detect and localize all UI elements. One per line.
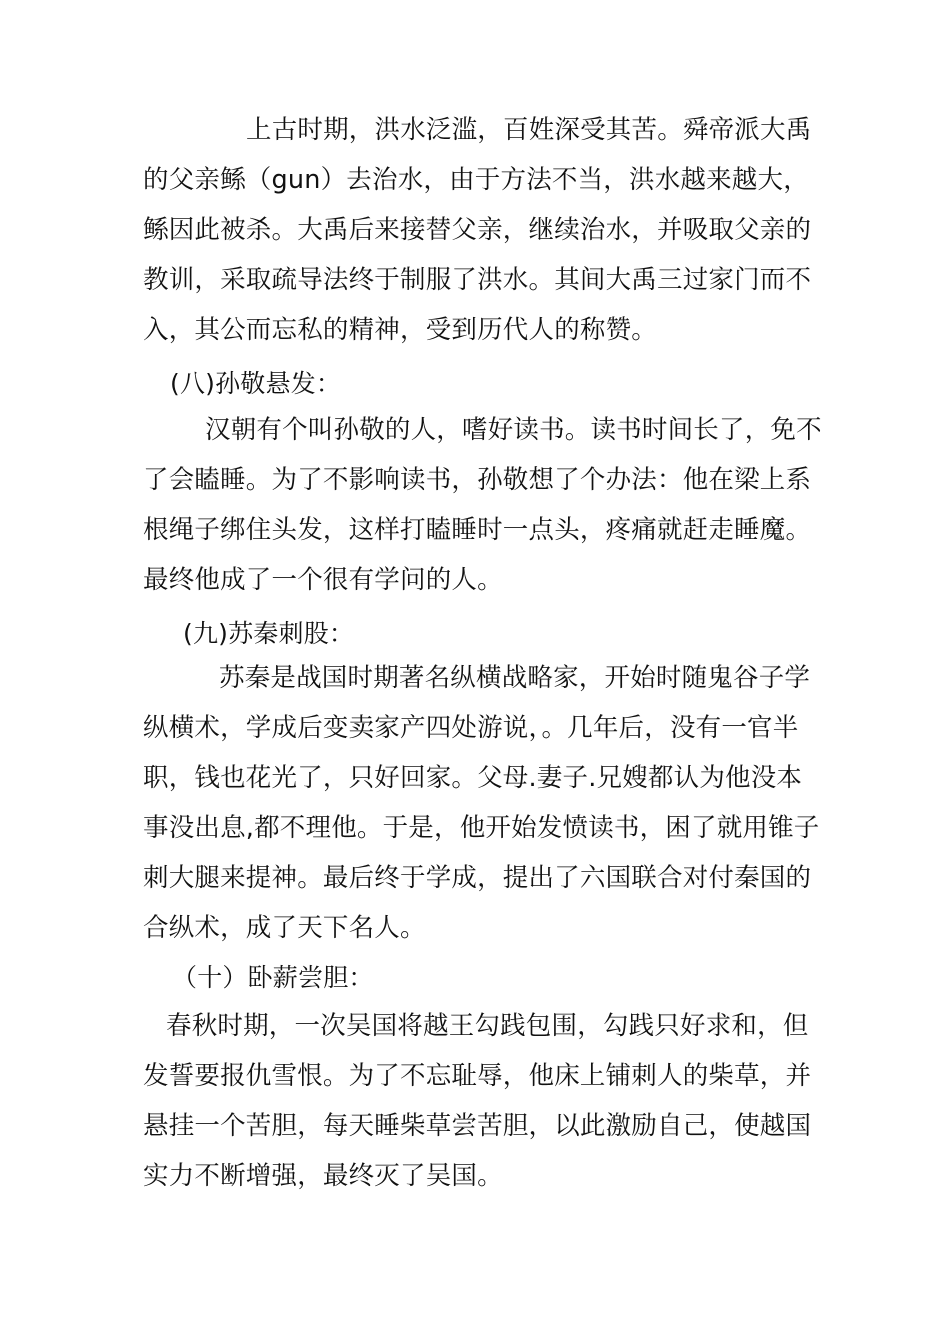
paragraph-line: 刺大腿来提神。最后终于学成，提出了六国联合对付秦国的 [143,863,812,893]
paragraph-line: 苏秦是战国时期著名纵横战略家，开始时随鬼谷子学 [219,663,811,693]
paragraph-line: 最终他成了一个很有学问的人。 [143,565,503,595]
paragraph-line: 上古时期，洪水泛滥，百姓深受其苦。舜帝派大禹 [246,115,812,145]
paragraph-line: 了会瞌睡。为了不影响读书，孙敬想了个办法：他在梁上系 [143,465,812,495]
paragraph-line: 汉朝有个叫孙敬的人，嗜好读书。读书时间长了，免不 [205,415,822,445]
paragraph-line: 合纵术，成了天下名人。 [143,913,426,943]
section-heading: (八)孙敬悬发： [170,369,342,398]
paragraph-line: 鲧因此被杀。大禹后来接替父亲，继续治水，并吸取父亲的 [143,215,812,245]
section-heading: （十）卧薪尝胆： [172,963,374,992]
paragraph-line: 教训，采取疏导法终于制服了洪水。其间大禹三过家门而不 [143,265,812,295]
paragraph-line: 的父亲鲧（gun）去治水，由于方法不当，洪水越来越大， [143,165,809,195]
paragraph-line: 发誓要报仇雪恨。为了不忘耻辱，他床上铺刺人的柴草，并 [143,1061,812,1091]
paragraph-line: 事没出息,都不理他。于是，他开始发愤读书，困了就用锥子 [143,813,820,843]
paragraph-line: 根绳子绑住头发，这样打瞌睡时一点头，疼痛就赶走睡魔。 [143,515,812,545]
paragraph-line: 职，钱也花光了，只好回家。父母.妻子.兄嫂都认为他没本 [143,763,803,793]
paragraph-line: 悬挂一个苦胆，每天睡柴草尝苦胆，以此激励自己，使越国 [143,1111,812,1141]
section-heading: (九)苏秦刺股： [183,619,355,648]
paragraph-line: 入，其公而忘私的精神，受到历代人的称赞。 [143,315,658,345]
paragraph-line: 春秋时期，一次吴国将越王勾践包围，勾践只好求和，但 [166,1011,809,1041]
paragraph-line: 实力不断增强，最终灭了吴国。 [143,1161,503,1191]
paragraph-line: 纵横术，学成后变卖家产四处游说，。几年后，没有一官半 [143,713,799,743]
